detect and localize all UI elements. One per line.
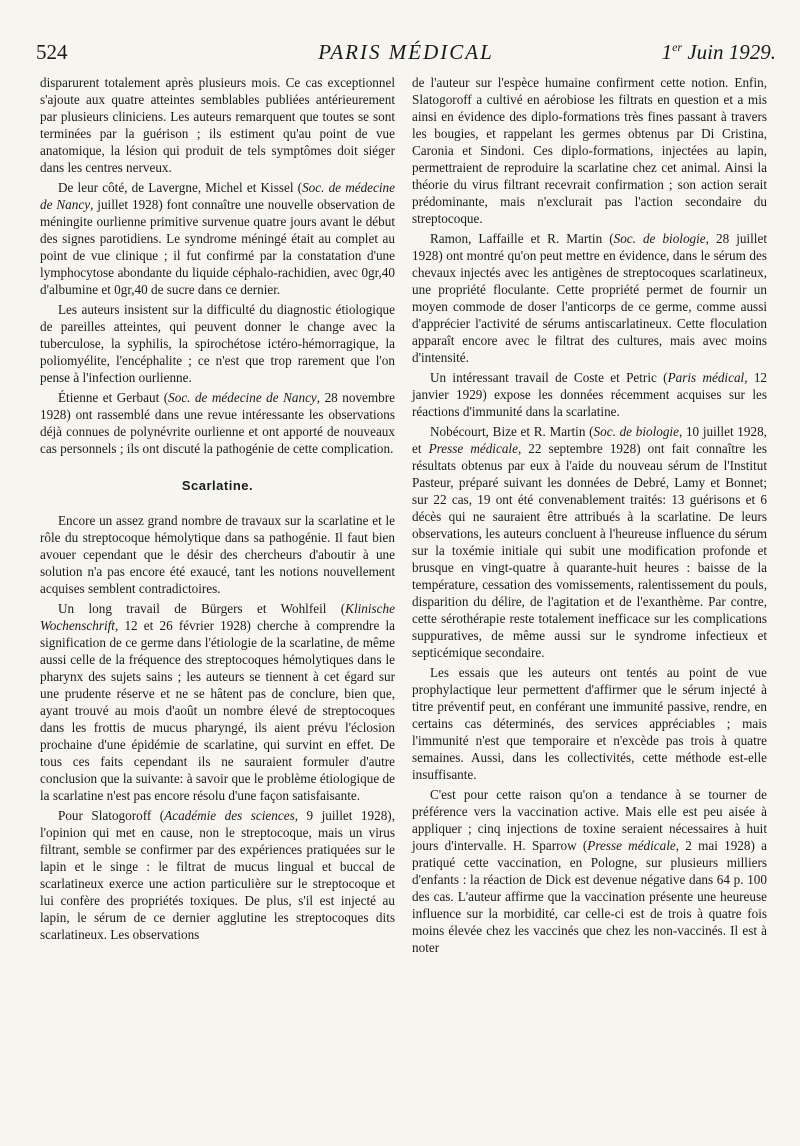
left-column bbox=[40, 74, 395, 945]
page-header bbox=[36, 38, 776, 68]
paragraph: C'est pour cette raison qu'on a tendance à se tourner de préférence vers la vaccination active. Mais elle est peu aisée à appliquer ; cinq injections de toxine seraient nécessaires à huit jours d'intervalle. H. Sparrow (Presse médicale, 2 mai 1928) a pratiqué cette vaccination, en Pologne, sur plusieurs milliers d'enfants : la réaction de Dick est devenue négative dans 64 p. 100 des cas. L'auteur affirme que la vaccination présente une heureuse influence sur la morbidité, car celle-ci est de trois à quatre fois moins élevée chez les vaccinés que chez les non-vaccinés. Il est à noter bbox=[412, 787, 767, 955]
paragraph: Un long travail de Bürgers et Wohlfeil (Klinische Wochenschrift, 12 et 26 février 1928) cherche à comprendre la signification de ce germe dans l'étiologie de la scarlatine, de même aussi celle de la fréquence des streptocoques hémolytiques dans le pharynx des sujets sains ; les auteurs se tiennent à cet égard sur une prudente réserve et ne se hâtent pas de conclure, bien que, ayant trouvé au mois d'août un nombre élevé de streptocoques dans les frottis de mucus pharyngé, ils aient prévu l'éclosion prochaine d'une épidémie de scarlatine, qui survint en effet. De tous ces faits cependant ils ne sauraient formuler d'autre conclusion que la suivante: à savoir que le problème étiologique de la scarlatine n'est pas encore résolu d'une façon satisfaisante. bbox=[40, 601, 395, 803]
paragraph: de l'auteur sur l'espèce humaine confirment cette notion. Enfin, Slatogoroff a cultivé en aérobiose les filtrats en question et a mis ainsi en évidence des diplo-formations très fines passant à travers les bougies, et rappelant les germes obtenus par Di Cristina, Caronia et Sindoni. Ces diplo-formations, injectées au lapin, permettraient de reproduire la scarlatine chez cet animal. Ainsi la théorie du virus filtrant recevrait confirmation ; son action serait prédominante, mais n'exclurait pas l'action secondaire du streptocoque. bbox=[412, 75, 767, 226]
section-heading: Scarlatine. bbox=[181, 478, 254, 493]
paragraph: Un intéressant travail de Coste et Petric (Paris médical, 12 janvier 1929) expose les données récemment acquises sur les réactions d'immunité dans la scarlatine. bbox=[412, 370, 768, 419]
paragraph: Les essais que les auteurs ont tentés au point de vue prophylactique leur permettent d'affirmer que le sérum injecté à titre préventif peut, en conférant une immunité passive, rendre, en certains cas déterminés, des services appréciables ; mais l'immunité n'est que temporaire et n'excède pas trois à quatre semaines. Aussi, dans les collectivités, cette méthode est-elle insuffisante. bbox=[412, 665, 767, 782]
paragraph: Encore un assez grand nombre de travaux sur la scarlatine et le rôle du streptocoque hémolytique dans sa pathogénie. Il faut bien avouer cependant que le désir des chercheurs d'aboutir à une solution n'a pas encore été exaucé, tant les notions nouvellement acquises semblent contradictoires. bbox=[40, 513, 395, 596]
paragraph: De leur côté, de Lavergne, Michel et Kissel (Soc. de médecine de Nancy, juillet 1928) font connaître une nouvelle observation de méningite ourlienne primitive survenue quatre jours avant le début des signes parotidiens. Le syndrome méningé était au complet au point de vue clinique ; il fut confirmé par la constatation d'une lymphocytose abondante du liquide céphalo-rachidien, avec 0gr,40 d'albumine et 0gr,40 de sucre dans ce dernier. bbox=[40, 180, 396, 297]
journal-title: PARIS MÉDICAL bbox=[318, 40, 494, 64]
issue-date: 1er Juin 1929. bbox=[661, 40, 776, 64]
paragraph: Étienne et Gerbaut (Soc. de médecine de Nancy, 28 novembre 1928) ont rassemblé dans une revue intéressante les observations déjà connues de polynévrite ourlienne et ont apporté de nouveaux cas personnels ; ils ont discuté la pathogénie de cette complication. bbox=[40, 390, 395, 456]
paragraph: Nobécourt, Bize et R. Martin (Soc. de biologie, 10 juillet 1928, et Presse médicale, 22 septembre 1928) ont fait connaître les résultats obtenus par eux à l'aide du nouveau sérum de l'Institut Pasteur, préparé suivant les données de Debré, Lamy et Bonnet; sur 22 cas, 19 ont été convenablement traités: 13 guérisons et 6 décès qui ne sauraient être attribués à la scarlatine. De leurs observations, les auteurs concluent à l'heureuse influence du sérum sur la toxémie initiale qui subit une modification profonde et brusque en vingt-quatre à quarante-huit heures : baisse de la température, cessation des vomissements, ralentissement du pouls, disparition du délire, de l'agitation et de l'exanthème. Par contre, cette sérothérapie reste totalement inefficace sur les complications suppuratives, de même aussi sur le syndrome infectieux et septicémique secondaire. bbox=[412, 424, 767, 660]
paragraph: Les auteurs insistent sur la difficulté du diagnostic étiologique de pareilles atteintes, qui peuvent donner le change avec la tuberculose, la syphilis, la spirochétose ictéro-hémorragique, la poliomyélite, l'encéphalite ; ce n'est que trop rarement que l'on pense à l'infection ourlienne. bbox=[40, 302, 395, 385]
right-column bbox=[412, 74, 767, 958]
paragraph: Ramon, Laffaille et R. Martin (Soc. de biologie, 28 juillet 1928) ont montré qu'on peut mettre en évidence, dans le sérum des chevaux injectés avec les antigènes de streptocoques scarlatineux, une propriété floculante. Cette propriété permet de fournir un moyen commode de doser l'anticorps de ce germe, comme aussi d'apprécier l'activité de sérums antiscarlatineux. Cette floculation apparaît encore avec le filtrat des cultures, mais avec moins d'intensité. bbox=[412, 231, 767, 365]
paragraph: Pour Slatogoroff (Académie des sciences, 9 juillet 1928), l'opinion qui met en cause, non le streptocoque, mais un virus filtrant, semble se confirmer par des expériences pratiquées sur le lapin et le singe : le filtrat de mucus lingual et buccal de scarlatineux exerce une action particulière sur le streptocoque et lui confère des propriétés toxiques. De plus, s'il est injecté au lapin, le sérum de ce dernier agglutine les streptocoques dits scarlatineux. Les observations bbox=[40, 808, 395, 942]
page-number: 524 bbox=[36, 40, 68, 64]
paragraph: disparurent totalement après plusieurs mois. Ce cas exceptionnel s'ajoute aux quatre atteintes semblables publiées antérieurement par plusieurs cliniciens. Les auteurs remarquent que toutes se sont terminées par la guérison ; ils estiment qu'au point de vue anatomique, la lésion qui produit de tels symptômes doit siéger dans les centres nerveux. bbox=[40, 75, 395, 175]
